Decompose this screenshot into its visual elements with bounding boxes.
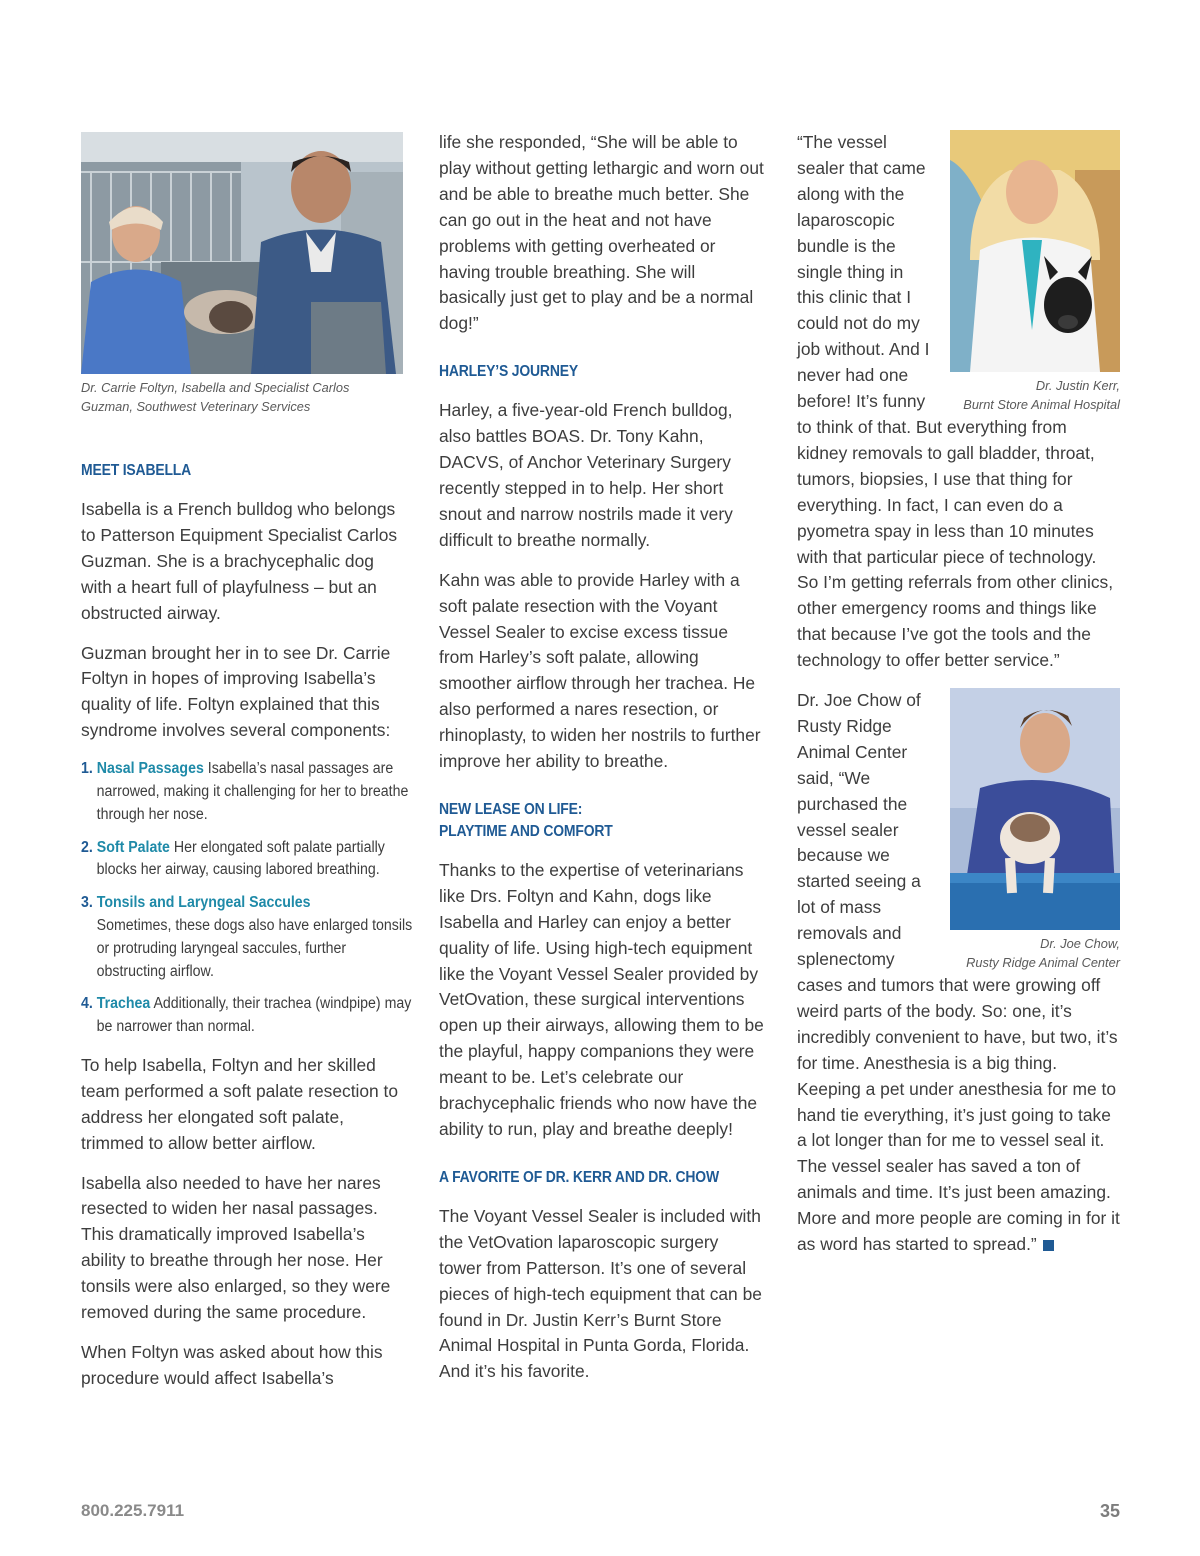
caption-line: Burnt Store Animal Hospital [963,397,1120,412]
paragraph: When Foltyn was asked about how this procedure would affect Isabella’s [81,1341,383,1388]
heading-favorite: A FAVORITE OF DR. KERR AND DR. CHOW [439,1168,719,1186]
list-number: 2. [81,838,93,856]
column-2 [439,130,764,1399]
paragraph: Harley, a five-year-old French bulldog, also battles BOAS. Dr. Tony Kahn, DACVS, of Anchor Veterinary Surgery recently stepped in to help. Her short snout and narrow nostrils made it very difficult to breathe normally. [439,400,733,550]
list-item [81,993,417,1039]
caption-line: Rusty Ridge Animal Center [966,955,1120,971]
heading-line: PLAYTIME AND COMFORT [439,822,613,840]
page-number: 35 [1099,1501,1120,1521]
list-item [81,837,417,883]
chow-photo-block [950,688,1120,972]
list-text: Isabella’s nasal passages are narrowed, making it challenging for her to breathe through her nose. [96,760,409,823]
list-text: Sometimes, these dogs also have enlarged tonsils or protruding laryngeal saccules, further obstructing airflow. [96,916,413,980]
paragraph: Isabella is a French bulldog who belongs to Patterson Equipment Specialist Carlos Guzman. She is a brachycephalic dog with a heart full of playfulness – but an obstructed airway. [81,499,398,623]
kerr-photo-caption [950,376,1120,414]
heading-harleys-journey: HARLEY’S JOURNEY [439,363,578,381]
paragraph: Isabella also needed to have her nares resected to widen her nasal passages. This dramatically improved Isabella’s ability to breathe through her nose. Her tonsils were also enlarged, so they were removed during the same procedure. [81,1172,391,1323]
list-term: Soft Palate [96,838,170,856]
chow-photo-caption [950,934,1120,972]
list-number: 1. [81,760,93,778]
chow-quote-text: Dr. Joe Chow of Rusty Ridge Animal Center said, “We purchased the vessel sealer because we started seeing a lot of mass removals and splenectomy cases and tumors that were growing off weird parts of the body. So: one, it’s incredibly convenient to have, but two, it’s for time. Anesthesia is a big thing. Keeping a pet under anesthesia for me to hand tie everything, it’s just going to take a lot longer than for me to vessel seal it. The vessel sealer has saved a ton of animals and time. It’s just been amazing. More and more people are coming in for it as word has started to spread.” [797,690,1120,1255]
caption-line: Dr. Joe Chow, [1040,936,1120,952]
footer-phone: 800.225.7911 [81,1501,185,1520]
kerr-photo [950,130,1120,372]
heading-meet-isabella: MEET ISABELLA [81,462,192,479]
paragraph: Guzman brought her in to see Dr. Carrie Foltyn in hopes of improving Isabella’s quality of life. Foltyn explained that this syndrome involves several components: [81,642,391,741]
list-item [81,892,417,983]
paragraph: Thanks to the expertise of veterinarians like Drs. Foltyn and Kahn, dogs like Isabella and Harley can enjoy a better quality of life. Using high-tech equipment like the Voyant Vessel Sealer provided by VetOvation, these surgical interventions open up their airways, allowing them to be the playful, happy companions they were meant to be. Let’s celebrate our brachycephalic friends who now have the ability to run, play and breathe deeply! [439,859,764,1139]
caption-line: Dr. Justin Kerr, [1035,378,1120,393]
list-term: Trachea [96,995,151,1013]
paragraph: The Voyant Vessel Sealer is included with the VetOvation laparoscopic surgery tower from Patterson. It’s one of several pieces of high-tech equipment that can be found in Dr. Justin Kerr’s Burnt Store Animal Hospital in Punta Gorda, Florida. And it’s his favorite. [439,1205,762,1382]
list-number: 4. [81,995,93,1013]
end-of-article-square-icon [1043,1240,1054,1251]
heading-line: NEW LEASE ON LIFE: [439,800,583,818]
isabella-photo-caption: Dr. Carrie Foltyn, Isabella and Specialist Carlos Guzman, Southwest Veterinary Services [81,380,350,414]
chow-photo [950,688,1120,930]
column-3 [797,130,1120,1272]
paragraph: Kahn was able to provide Harley with a soft palate resection with the Voyant Vessel Sealer to excise excess tissue from Harley’s soft palate, allowing smoother airflow through her trachea. He also performed a nares resection, or rhinoplasty, to widen her nostrils to further improve her ability to breathe. [439,569,761,772]
paragraph: To help Isabella, Foltyn and her skilled team performed a soft palate resection to address her elongated soft palate, trimmed to allow better airflow. [81,1054,399,1153]
list-item [81,758,417,826]
kerr-photo-block [950,130,1120,414]
heading-new-lease-on-life [439,799,732,843]
list-number: 3. [81,894,93,912]
list-term: Nasal Passages [96,760,204,778]
list-term: Tonsils and Laryngeal Saccules [96,894,311,912]
paragraph-kerr-quote: “The vessel sealer that came along with the laparoscopic bundle is the single thing in this clinic that I could not do my job without. And I never had one before! It’s funny to think of that. But everything from kidney removals to gall bladder, throat, tumors, biopsies, I use that thing for everything. In fact, I can even do a pyometra spay in less than 10 minutes with that particular piece of technology. So I’m getting referrals from other clinics, other emergency rooms and things like that because I’ve got the tools and the technology to offer better service.” [797,132,1114,671]
isabella-photo [81,132,403,374]
list-text: Her elongated soft palate partially blocks her airway, causing labored breathing. [96,838,385,879]
list-text: Additionally, their trachea (windpipe) may be narrower than normal. [96,995,412,1036]
column-1 [81,132,413,1406]
paragraph: life she responded, “She will be able to play without getting lethargic and worn out and be able to breathe much better. She can go out in the heat and not have problems with getting overheated or having trouble breathing. She will basically just get to play and be a normal dog!” [439,132,764,334]
components-list [81,758,413,1039]
